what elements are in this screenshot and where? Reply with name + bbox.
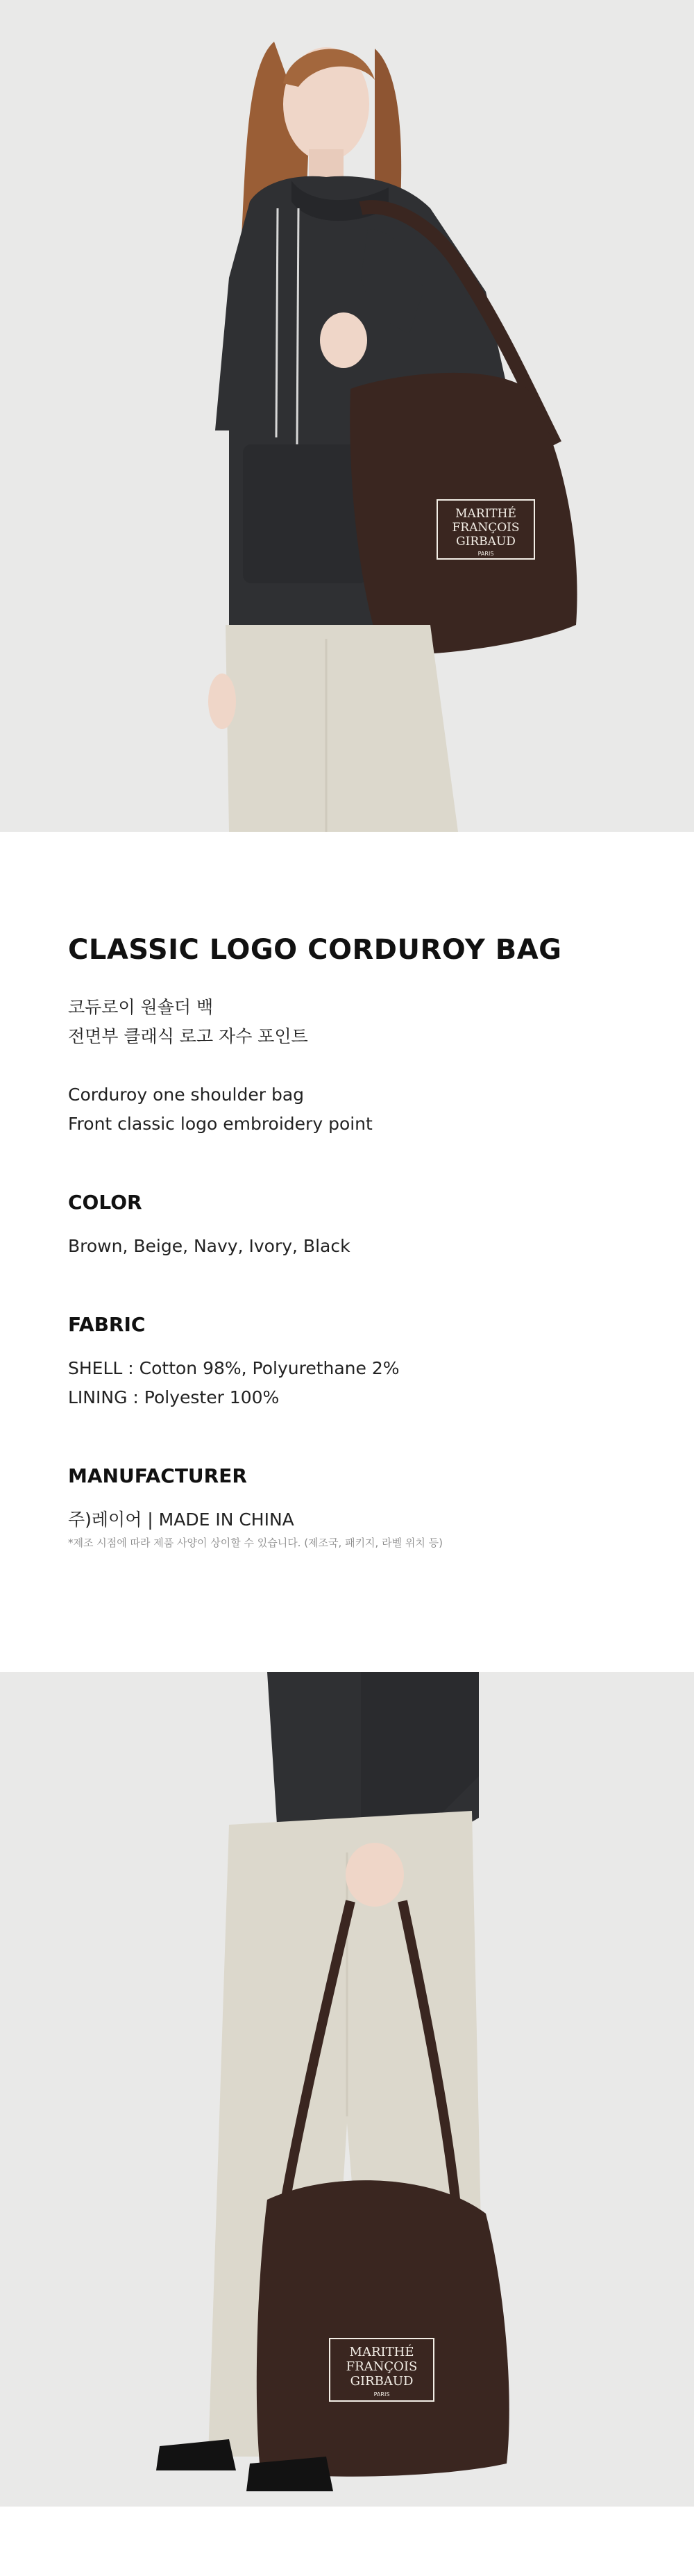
description-en-1: Corduroy one shoulder bag	[68, 1085, 305, 1105]
fabric-section	[68, 1311, 637, 1412]
model-hand-illustration	[0, 1672, 694, 2507]
description-ko-1: 코듀로이 원숄더 백	[68, 997, 214, 1017]
product-title: CLASSIC LOGO CORDUROY BAG	[68, 934, 562, 966]
product-photo-model-shoulder	[0, 0, 694, 832]
description-ko-2: 전면부 클래식 로고 자수 포인트	[68, 1026, 308, 1046]
color-heading: COLOR	[68, 1191, 142, 1214]
bag-logo-line4: PARIS	[477, 551, 494, 557]
bag-logo-line2-bottom: FRANÇOIS	[346, 2359, 418, 2374]
product-description	[68, 993, 637, 1139]
color-section	[68, 1189, 637, 1261]
bag-logo-line3-bottom: GIRBAUD	[350, 2374, 414, 2389]
description-en-2: Front classic logo embroidery point	[68, 1114, 373, 1134]
product-photo-model-hand	[0, 1672, 694, 2507]
bag-logo-line1-bottom: MARITHÉ	[349, 2345, 414, 2359]
manufacturer-heading: MANUFACTURER	[68, 1464, 247, 1487]
fabric-heading: FABRIC	[68, 1313, 146, 1336]
bag-logo-line1: MARITHÉ	[455, 507, 516, 521]
product-info	[68, 930, 637, 1551]
fabric-lining: LINING : Polyester 100%	[68, 1387, 280, 1407]
fabric-shell: SHELL : Cotton 98%, Polyurethane 2%	[68, 1358, 400, 1378]
bag-logo-line4-bottom: PARIS	[373, 2391, 390, 2398]
model-shoulder-illustration	[0, 0, 694, 832]
color-value: Brown, Beige, Navy, Ivory, Black	[68, 1236, 350, 1256]
manufacturer-note: *제조 시점에 따라 제품 사양이 상이할 수 있습니다. (제조국, 패키지, 라벨 위치 등)	[68, 1537, 443, 1549]
manufacturer-section	[68, 1462, 637, 1551]
bag-logo-line2: FRANÇOIS	[452, 521, 520, 535]
bag-logo-line3: GIRBAUD	[456, 535, 516, 549]
manufacturer-value: 주)레이어 | MADE IN CHINA	[68, 1509, 294, 1530]
